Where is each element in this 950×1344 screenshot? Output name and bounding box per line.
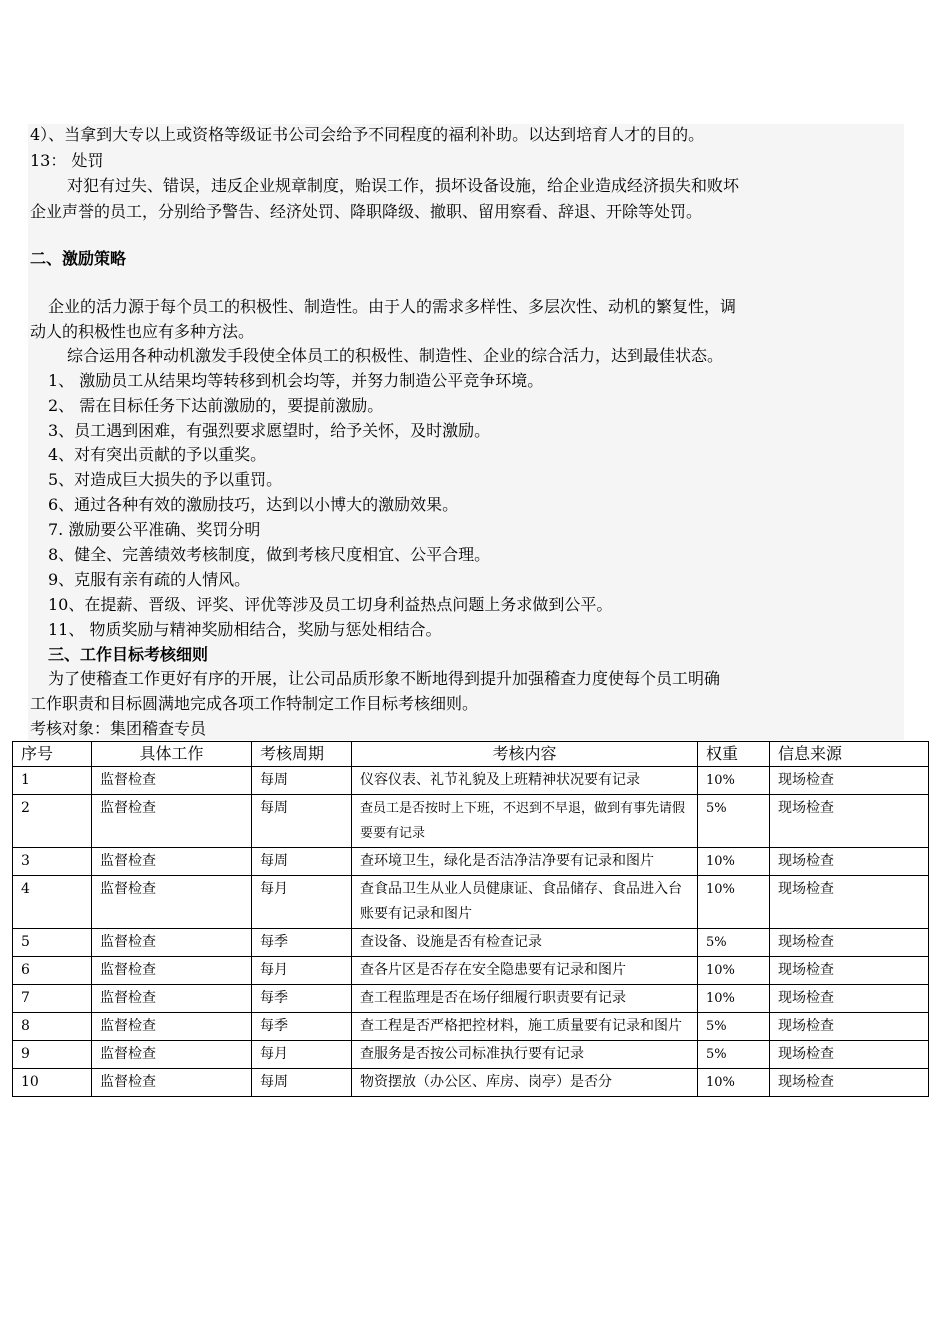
section-13-title: 13： 处罚	[30, 151, 104, 170]
assessment-target: 考核对象：集团稽查专员	[30, 719, 207, 738]
list-item: 3、员工遇到困难，有强烈要求愿望时，给予关怀，及时激励。	[48, 421, 491, 440]
cell-content: 查环境卫生，绿化是否洁净洁净要有记录和图片	[352, 848, 698, 876]
list-item: 8、健全、完善绩效考核制度，做到考核尺度相宜、公平合理。	[48, 545, 491, 564]
list-item: 11、 物质奖励与精神奖励相结合，奖励与惩处相结合。	[48, 620, 442, 639]
cell-content: 查员工是否按时上下班，不迟到不早退，做到有事先请假要要有记录	[352, 795, 698, 848]
paragraph-comprehensive: 综合运用各种动机激发手段使全体员工的积极性、制造性、企业的综合活力，达到最佳状态。	[67, 346, 724, 365]
cell-no: 7	[13, 985, 92, 1013]
cell-work: 监督检查	[92, 929, 252, 957]
cell-source: 现场检查	[770, 1069, 929, 1097]
cell-work: 监督检查	[92, 795, 252, 848]
cell-work: 监督检查	[92, 876, 252, 929]
list-item: 9、克服有亲有疏的人情风。	[48, 570, 251, 589]
table-row	[13, 795, 929, 848]
cell-period: 每季	[252, 1013, 352, 1041]
cell-weight: 5%	[698, 795, 770, 848]
cell-work: 监督检查	[92, 767, 252, 795]
list-item: 5、对造成巨大损失的予以重罚。	[48, 470, 283, 489]
cell-work: 监督检查	[92, 1069, 252, 1097]
header-work: 具体工作	[92, 742, 252, 767]
cell-period: 每周	[252, 1069, 352, 1097]
cell-source: 现场检查	[770, 957, 929, 985]
cell-no: 5	[13, 929, 92, 957]
table-row	[13, 929, 929, 957]
cell-source: 现场检查	[770, 795, 929, 848]
cell-no: 10	[13, 1069, 92, 1097]
cell-period: 每周	[252, 767, 352, 795]
cell-content: 查服务是否按公司标准执行要有记录	[352, 1041, 698, 1069]
cell-content: 仪容仪表、礼节礼貌及上班精神状况要有记录	[352, 767, 698, 795]
paragraph-vitality-line1: 企业的活力源于每个员工的积极性、制造性。由于人的需求多样性、多层次性、动机的繁复性，调	[48, 297, 737, 316]
table-row	[13, 1041, 929, 1069]
table-row	[13, 848, 929, 876]
paragraph-vitality-line2: 动人的积极性也应有多种方法。	[30, 322, 255, 341]
cell-weight: 5%	[698, 1013, 770, 1041]
cell-content: 查各片区是否存在安全隐患要有记录和图片	[352, 957, 698, 985]
cell-period: 每季	[252, 985, 352, 1013]
cell-source: 现场检查	[770, 929, 929, 957]
cell-source: 现场检查	[770, 767, 929, 795]
cell-period: 每周	[252, 795, 352, 848]
cell-weight: 10%	[698, 1069, 770, 1097]
cell-no: 3	[13, 848, 92, 876]
cell-weight: 10%	[698, 985, 770, 1013]
header-no: 序号	[13, 742, 92, 767]
cell-no: 8	[13, 1013, 92, 1041]
table-row	[13, 957, 929, 985]
list-item: 1、 激励员工从结果均等转移到机会均等，并努力制造公平竞争环境。	[48, 371, 544, 390]
list-item: 7. 激励要公平准确、奖罚分明	[48, 520, 261, 539]
list-item: 10、在提薪、晋级、评奖、评优等涉及员工切身利益热点问题上务求做到公平。	[48, 595, 613, 614]
heading-incentive-strategy: 二、激励策略	[30, 249, 127, 268]
list-item: 4、对有突出贡献的予以重奖。	[48, 445, 267, 464]
header-weight: 权重	[698, 742, 770, 767]
cell-content: 物资摆放（办公区、库房、岗亭）是否分	[352, 1069, 698, 1097]
cell-source: 现场检查	[770, 985, 929, 1013]
table-row	[13, 985, 929, 1013]
paragraph-penalty-line1: 对犯有过失、错误，违反企业规章制度，贻误工作，损坏设备设施，给企业造成经济损失和败坏	[67, 176, 740, 195]
cell-weight: 5%	[698, 929, 770, 957]
cell-work: 监督检查	[92, 957, 252, 985]
list-item: 6、通过各种有效的激励技巧，达到以小博大的激励效果。	[48, 495, 459, 514]
cell-weight: 10%	[698, 957, 770, 985]
paragraph-purpose-line2: 工作职责和目标圆满地完成各项工作特制定工作目标考核细则。	[30, 694, 479, 713]
cell-work: 监督检查	[92, 985, 252, 1013]
cell-content: 查食品卫生从业人员健康证、食品储存、食品进入台账要有记录和图片	[352, 876, 698, 929]
cell-period: 每季	[252, 929, 352, 957]
header-source: 信息来源	[770, 742, 929, 767]
paragraph-subsidy: 4）、当拿到大专以上或资格等级证书公司会给予不同程度的福利补助。以达到培育人才的目的。	[30, 125, 705, 144]
table-row	[13, 767, 929, 795]
heading-assessment-rules: 三、工作目标考核细则	[48, 645, 209, 664]
cell-weight: 5%	[698, 1041, 770, 1069]
cell-work: 监督检查	[92, 1041, 252, 1069]
table-row	[13, 1069, 929, 1097]
cell-no: 9	[13, 1041, 92, 1069]
paragraph-purpose-line1: 为了使稽查工作更好有序的开展，让公司品质形象不断地得到提升加强稽查力度使每个员工明确	[48, 669, 721, 688]
cell-period: 每月	[252, 957, 352, 985]
header-content: 考核内容	[352, 742, 698, 767]
header-period: 考核周期	[252, 742, 352, 767]
cell-no: 2	[13, 795, 92, 848]
table-header-row	[13, 742, 929, 767]
paragraph-penalty-line2: 企业声誉的员工，分别给予警告、经济处罚、降职降级、撤职、留用察看、辞退、开除等处罚。	[30, 202, 703, 221]
cell-work: 监督检查	[92, 1013, 252, 1041]
cell-weight: 10%	[698, 876, 770, 929]
assessment-table	[12, 741, 929, 1097]
cell-period: 每周	[252, 848, 352, 876]
cell-no: 4	[13, 876, 92, 929]
list-item: 2、 需在目标任务下达前激励的，要提前激励。	[48, 396, 384, 415]
cell-source: 现场检查	[770, 1013, 929, 1041]
cell-content: 查工程是否严格把控材料，施工质量要有记录和图片	[352, 1013, 698, 1041]
cell-work: 监督检查	[92, 848, 252, 876]
cell-weight: 10%	[698, 767, 770, 795]
cell-no: 1	[13, 767, 92, 795]
cell-source: 现场检查	[770, 876, 929, 929]
cell-period: 每月	[252, 876, 352, 929]
table-row	[13, 1013, 929, 1041]
table-row	[13, 876, 929, 929]
cell-weight: 10%	[698, 848, 770, 876]
cell-source: 现场检查	[770, 1041, 929, 1069]
cell-period: 每月	[252, 1041, 352, 1069]
cell-content: 查设备、设施是否有检查记录	[352, 929, 698, 957]
cell-source: 现场检查	[770, 848, 929, 876]
cell-content: 查工程监理是否在场仔细履行职责要有记录	[352, 985, 698, 1013]
cell-no: 6	[13, 957, 92, 985]
